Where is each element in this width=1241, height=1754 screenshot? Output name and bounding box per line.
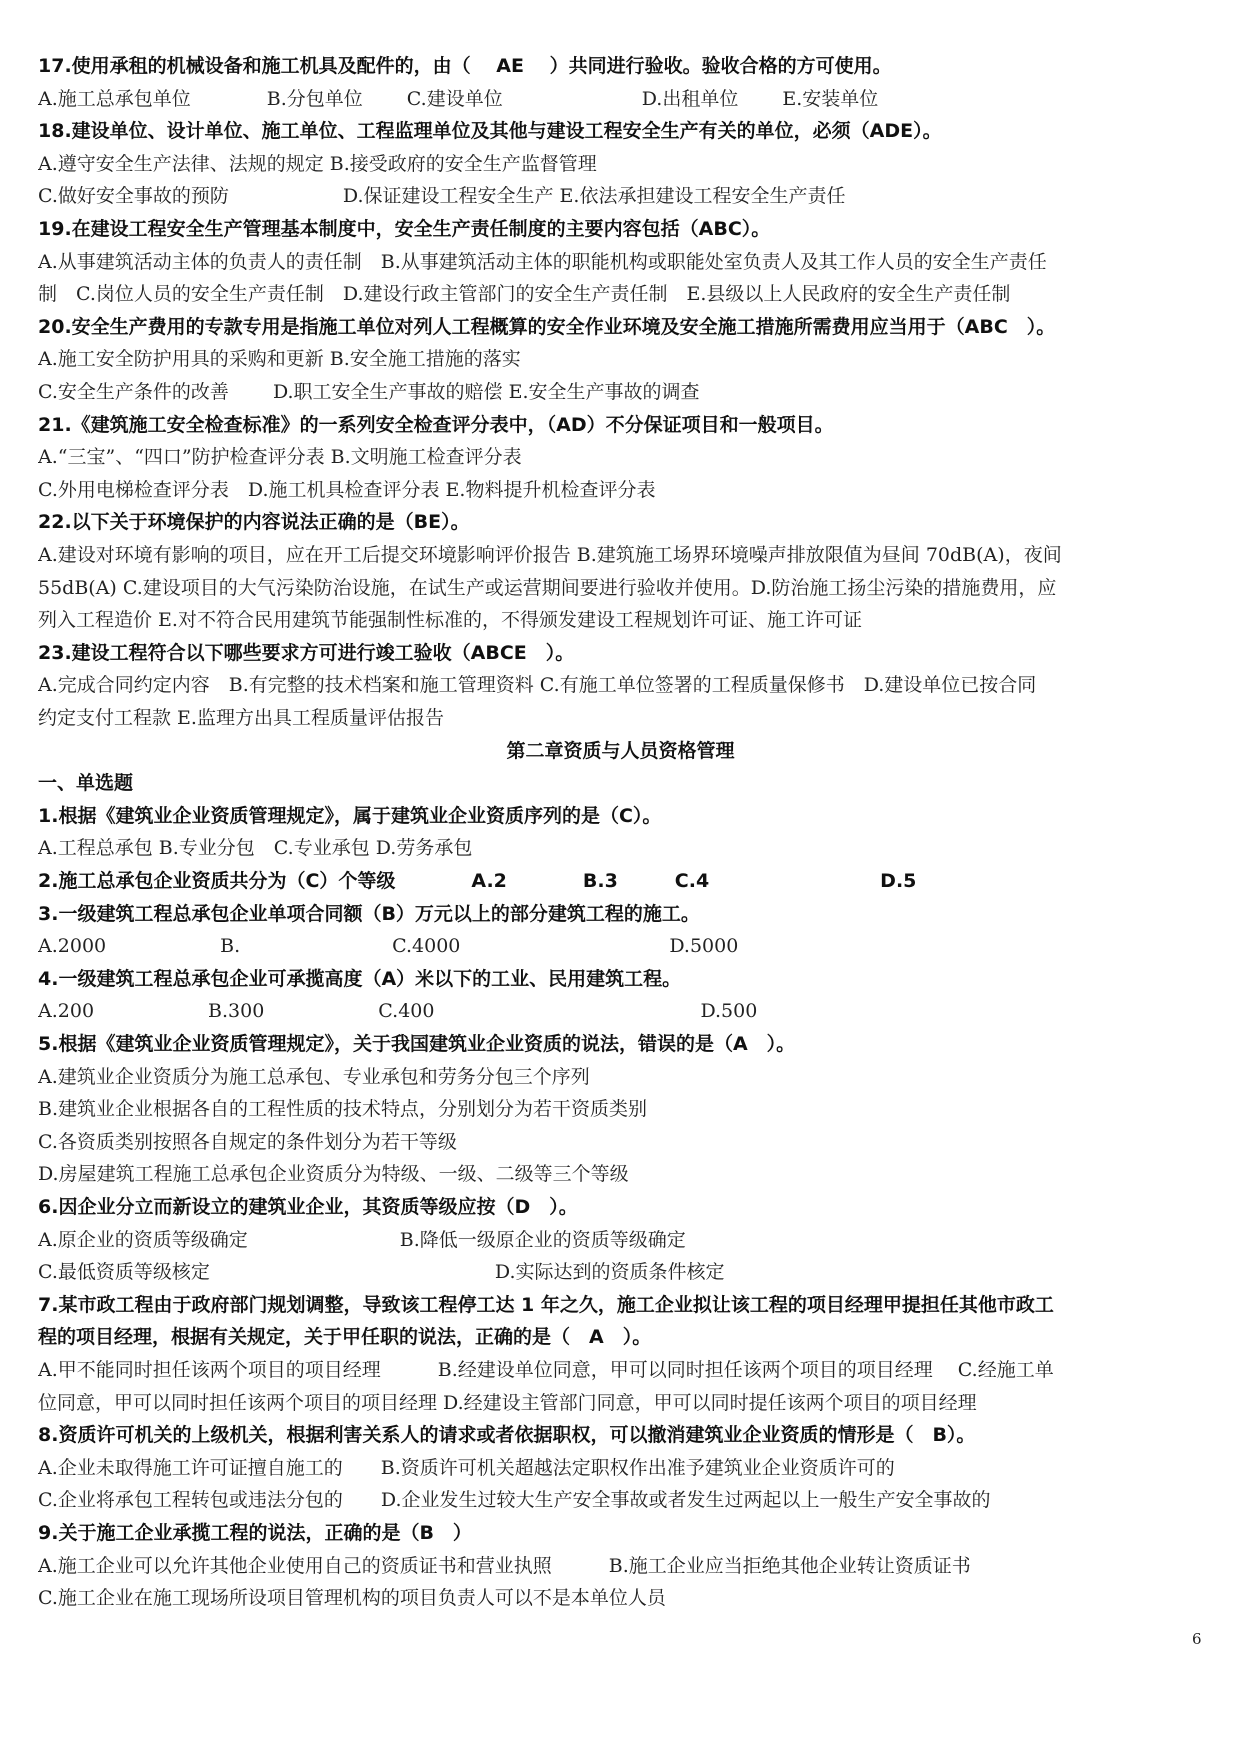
chapter-heading: 第二章资质与人员资格管理: [506, 739, 735, 762]
option-line: A.施工企业可以允许其他企业使用自己的资质证书和营业执照 B.施工企业应当拒绝其他企业转让资质证书: [38, 1554, 971, 1577]
question-line: 18.建设单位、设计单位、施工单位、工程监理单位及其他与建设工程安全生产有关的单位，必须（ADE）。: [38, 120, 942, 143]
option-line: 位同意，甲可以同时担任该两个项目的项目经理 D.经建设主管部门同意，甲可以同时提任该两个项目的项目经理: [38, 1391, 977, 1414]
question-line: 23.建设工程符合以下哪些要求方可进行竣工验收（ABCE ）。: [38, 641, 575, 664]
question-line: 22.以下关于环境保护的内容说法正确的是（BE）。: [38, 511, 470, 534]
option-line: C.企业将承包工程转包或违法分包的 D.企业发生过较大生产安全事故或者发生过两起以上一般生产安全事故的: [38, 1489, 991, 1512]
option-line: C.安全生产条件的改善 D.职工安全生产事故的赔偿 E.安全生产事故的调查: [38, 381, 700, 403]
option-line: A.施工总承包单位 B.分包单位 C.建设单位 D.出租单位 E.安装单位: [38, 87, 879, 110]
option-line: A.200 B.300 C.400 D.500: [38, 1000, 758, 1023]
option-line: 列入工程造价 E.对不符合民用建筑节能强制性标准的，不得颁发建设工程规划许可证、施工许可证: [38, 609, 862, 632]
question-line: 6.因企业分立而新设立的建筑业企业，其资质等级应按（D ）。: [38, 1196, 578, 1218]
question-line: 9.关于施工企业承揽工程的说法，正确的是（B ）: [38, 1522, 472, 1544]
option-line: C.各资质类别按照各自规定的条件划分为若干等级: [38, 1130, 457, 1153]
option-line: A.遵守安全生产法律、法规的规定 B.接受政府的安全生产监督管理: [38, 152, 597, 175]
option-line: C.施工企业在施工现场所设项目管理机构的项目负责人可以不是本单位人员: [38, 1587, 666, 1610]
option-line: A.施工安全防护用具的采购和更新 B.安全施工措施的落实: [38, 348, 521, 371]
option-line: C.做好安全事故的预防 D.保证建设工程安全生产 E.依法承担建设工程安全生产责任: [38, 185, 846, 208]
question-line: 17.使用承租的机械设备和施工机具及配件的，由（ AE ）共同进行验收。验收合格的方可使用。: [38, 55, 892, 77]
question-line: 2.施工总承包企业资质共分为（C）个等级 A.2 B.3 C.4 D.5: [38, 870, 917, 892]
option-line: 55dB(A) C.建设项目的大气污染防治设施，在试生产或运营期间要进行验收并使用。D.防治施工扬尘污染的措施费用，应: [38, 576, 1057, 599]
question-line: 5.根据《建筑业企业资质管理规定》，关于我国建筑业企业资质的说法，错误的是（A ）。: [38, 1033, 796, 1055]
option-line: A.建设对环境有影响的项目，应在开工后提交环境影响评价报告 B.建筑施工场界环境噪声排放限值为昼间 70dB(A)，夜间: [38, 544, 1062, 566]
question-line: 程的项目经理，根据有关规定，关于甲任职的说法，正确的是（ A ）。: [38, 1326, 652, 1349]
question-line: 3.一级建筑工程总承包企业单项合同额（B）万元以上的部分建筑工程的施工。: [38, 902, 700, 925]
option-line: D.房屋建筑工程施工总承包企业资质分为特级、一级、二级等三个等级: [38, 1163, 629, 1186]
question-line: 8.资质许可机关的上级机关，根据利害关系人的请求或者依据职权，可以撤消建筑业企业资质的情形是（ B）。: [38, 1424, 976, 1447]
option-line: A.2000 B. C.4000 D.5000: [38, 935, 739, 958]
page-number: 6: [1192, 1630, 1202, 1648]
question-line: 20.安全生产费用的专款专用是指施工单位对列人工程概算的安全作业环境及安全施工措施所需费用应当用于（ABC ）。: [38, 315, 1056, 338]
option-line: B.建筑业企业根据各自的工程性质的技术特点，分别划分为若干资质类别: [38, 1098, 648, 1121]
option-line: A.甲不能同时担任该两个项目的项目经理 B.经建设单位同意，甲可以同时担任该两个项目的项目经理 C.经施工单: [38, 1359, 1054, 1381]
question-line: 一、单选题: [38, 772, 134, 795]
option-line: A.“三宝”、“四口”防护检查评分表 B.文明施工检查评分表: [38, 446, 522, 469]
question-line: 4.一级建筑工程总承包企业可承揽高度（A）米以下的工业、民用建筑工程。: [38, 967, 682, 990]
option-line: A.原企业的资质等级确定 B.降低一级原企业的资质等级确定: [38, 1228, 686, 1251]
option-line: 制 C.岗位人员的安全生产责任制 D.建设行政主管部门的安全生产责任制 E.县级以上人民政府的安全生产责任制: [38, 283, 1011, 306]
option-line: C.外用电梯检查评分表 D.施工机具检查评分表 E.物料提升机检查评分表: [38, 478, 656, 501]
question-line: 21.《建筑施工安全检查标准》的一系列安全检查评分表中，（AD）不分保证项目和一般项目。: [38, 413, 834, 436]
question-line: 7.某市政工程由于政府部门规划调整，导致该工程停工达 1 年之久，施工企业拟让该工程的项目经理甲提担任其他市政工: [38, 1293, 1054, 1316]
option-line: 约定支付工程款 E.监理方出具工程质量评估报告: [38, 707, 444, 729]
option-line: A.完成合同约定内容 B.有完整的技术档案和施工管理资料 C.有施工单位签署的工程质量保修书 D.建设单位已按合同: [38, 674, 1037, 697]
question-line: 1.根据《建筑业企业资质管理规定》，属于建筑业企业资质序列的是（C）。: [38, 804, 662, 827]
question-line: 19.在建设工程安全生产管理基本制度中，安全生产责任制度的主要内容包括（ABC）。: [38, 218, 771, 240]
option-line: A.企业未取得施工许可证擅自施工的 B.资质许可机关超越法定职权作出准予建筑业企业资质许可的: [38, 1456, 895, 1479]
option-line: A.从事建筑活动主体的负责人的责任制 B.从事建筑活动主体的职能机构或职能处室负责人及其工作人员的安全生产责任: [38, 250, 1047, 273]
option-line: A.建筑业企业资质分为施工总承包、专业承包和劳务分包三个序列: [38, 1065, 590, 1088]
option-line: C.最低资质等级核定 D.实际达到的资质条件核定: [38, 1261, 725, 1284]
option-line: A.工程总承包 B.专业分包 C.专业承包 D.劳务承包: [38, 837, 473, 860]
